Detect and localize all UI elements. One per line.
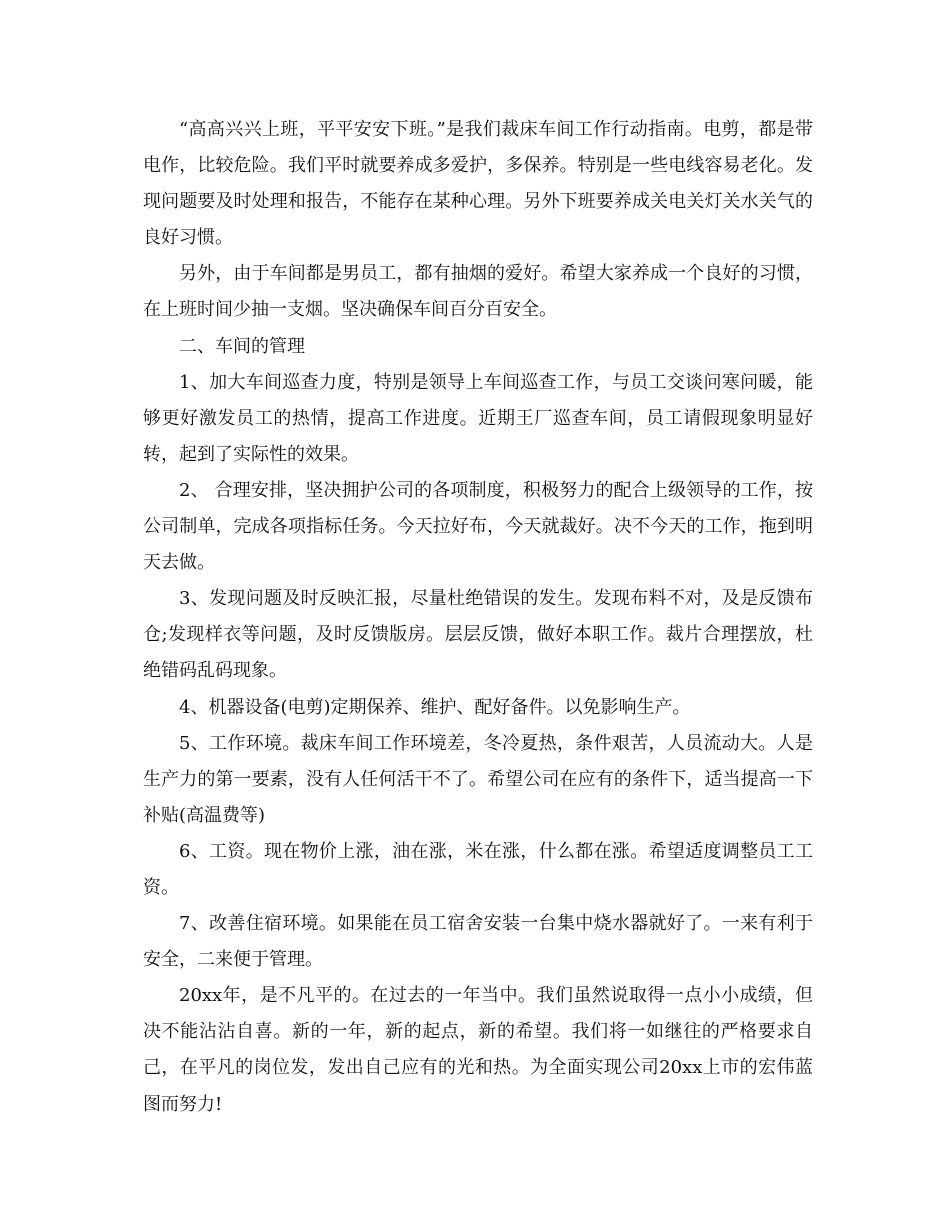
paragraph-item-2: 2、 合理安排，坚决拥护公司的各项制度，积极努力的配合上级领导的工作，按公司制单，完成各项指标任务。今天拉好布，今天就裁好。决不今天的工作，拖到明天去做。 — [143, 479, 813, 574]
paragraph-item-1: 1、加大车间巡查力度，特别是领导上车间巡查工作，与员工交谈问寒问暖，能够更好激发员工的热情，提高工作进度。近期王厂巡查车间，员工请假现象明显好转，起到了实际性的效果。 — [143, 371, 813, 465]
section-heading-workshop-management: 二、车间的管理 — [179, 335, 305, 357]
paragraph-item-3: 3、发现问题及时反映汇报，尽量杜绝错误的发生。发现布料不对，及是反馈布仓;发现样衣等问题，及时反馈版房。层层反馈，做好本职工作。裁片合理摆放，杜绝错码乱码现象。 — [143, 588, 813, 682]
paragraph-item-6: 6、工资。现在物价上涨，油在涨，米在涨，什么都在涨。希望适度调整员工工资。 — [143, 840, 813, 898]
paragraph-item-7: 7、改善住宿环境。如果能在员工宿舍安装一台集中烧水器就好了。一来有利于安全，二来便于管理。 — [143, 913, 813, 971]
paragraph-safety-motto: “高高兴兴上班，平平安安下班。”是我们裁床车间工作行动指南。电剪，都是带电作，比较危险。我们平时就要养成多爱护，多保养。特别是一些电线容易老化。发现问题要及时处理和报告，不能存在某种心理。另外下班要养成关电关灯关水关气的良好习惯。 — [143, 119, 813, 249]
paragraph-smoking: 另外，由于车间都是男员工，都有抽烟的爱好。希望大家养成一个良好的习惯，在上班时间少抽一支烟。坚决确保车间百分百安全。 — [143, 263, 813, 321]
document-body — [143, 112, 813, 1123]
paragraph-item-5: 5、工作环境。裁床车间工作环境差，冬冷夏热，条件艰苦，人员流动大。人是生产力的第一要素，没有人任何活干不了。希望公司在应有的条件下，适当提高一下补贴(高温费等) — [143, 732, 813, 826]
paragraph-item-4: 4、机器设备(电剪)定期保养、维护、配好备件。以免影响生产。 — [179, 696, 691, 718]
paragraph-conclusion: 20xx年，是不凡平的。在过去的一年当中。我们虽然说取得一点小小成绩，但决不能沾沾自喜。新的一年，新的起点，新的希望。我们将一如继往的严格要求自己，在平凡的岗位发，发出自己应有的光和热。为全面实现公司20xx上市的宏伟蓝图而努力! — [143, 985, 813, 1115]
